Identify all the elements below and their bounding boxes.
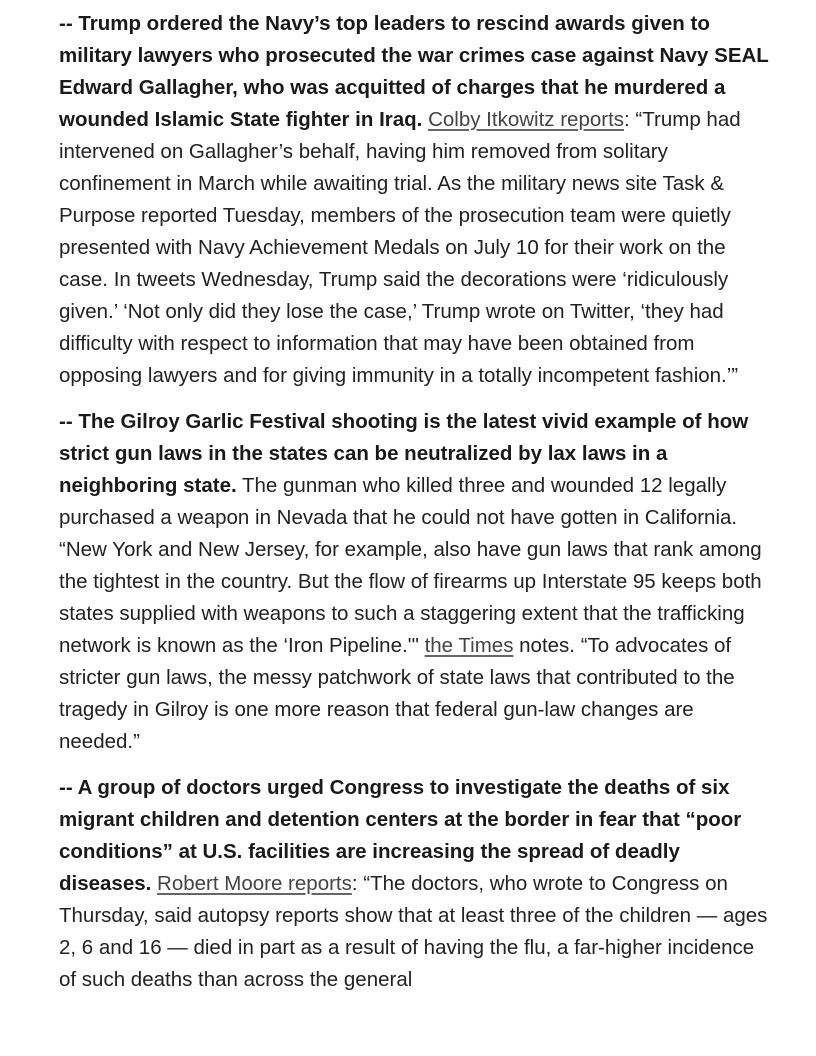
news-item-body: : “The doctors, who wrote to Congress on Thursday, said autopsy reports show that at least three of the children — ages 2, 6 and 16 — died in part as a result of having the flu, a far-higher incidence of such deaths than across the general xyxy=(59,872,768,991)
article-body xyxy=(59,8,771,1010)
news-item-body: The gunman who killed three and wounded 12 legally purchased a weapon in Nevada that he could not have gotten in California. “New York and New Jersey, for example, also have gun laws that rank among the tightest in the country. But the flow of firearms up Interstate 95 keeps both states supplied with weapons to such a staggering extent that the trafficking network is known as the ‘Iron Pipeline.'" xyxy=(59,474,762,657)
news-item-body: : “Trump had intervened on Gallagher’s behalf, having him removed from solitary confinement in March while awaiting trial. As the military news site Task & Purpose reported Tuesday, members of the prosecution team were quietly presented with Navy Achievement Medals on July 10 for their work on the case. In tweets Wednesday, Trump said the decorations were ‘ridiculously given.’ ‘Not only did they lose the case,’ Trump wrote on Twitter, ‘they had difficulty with respect to information that may have been obtained from opposing lawyers and for giving immunity in a totally incompetent fashion.’” xyxy=(59,108,741,387)
news-item-gallagher xyxy=(59,8,771,392)
news-item-migrant-children xyxy=(59,772,771,996)
news-item-headline: -- A group of doctors urged Congress to investigate the deaths of six migrant children and detention centers at the border in fear that “poor conditions” at U.S. facilities are increasing the spread of deadly diseases. xyxy=(59,776,742,895)
news-item-headline: -- The Gilroy Garlic Festival shooting is the latest vivid example of how strict gun laws in the states can be neutralized by lax laws in a neighboring state. xyxy=(59,410,749,497)
news-item-headline: -- Trump ordered the Navy’s top leaders to rescind awards given to military lawyers who prosecuted the war crimes case against Navy SEAL Edward Gallagher, who was acquitted of charges that he murdered a wounded Islamic State fighter in Iraq. xyxy=(59,12,769,131)
robert-moore-link[interactable]: Robert Moore reports xyxy=(157,872,352,895)
news-item-body-continued: notes. “To advocates of stricter gun laws, the messy patchwork of state laws that contributed to the tragedy in Gilroy is one more reason that federal gun-law changes are needed.” xyxy=(59,634,735,753)
colby-itkowitz-link[interactable]: Colby Itkowitz reports xyxy=(428,108,625,131)
the-times-link[interactable]: the Times xyxy=(424,634,514,657)
news-item-gilroy xyxy=(59,406,771,758)
